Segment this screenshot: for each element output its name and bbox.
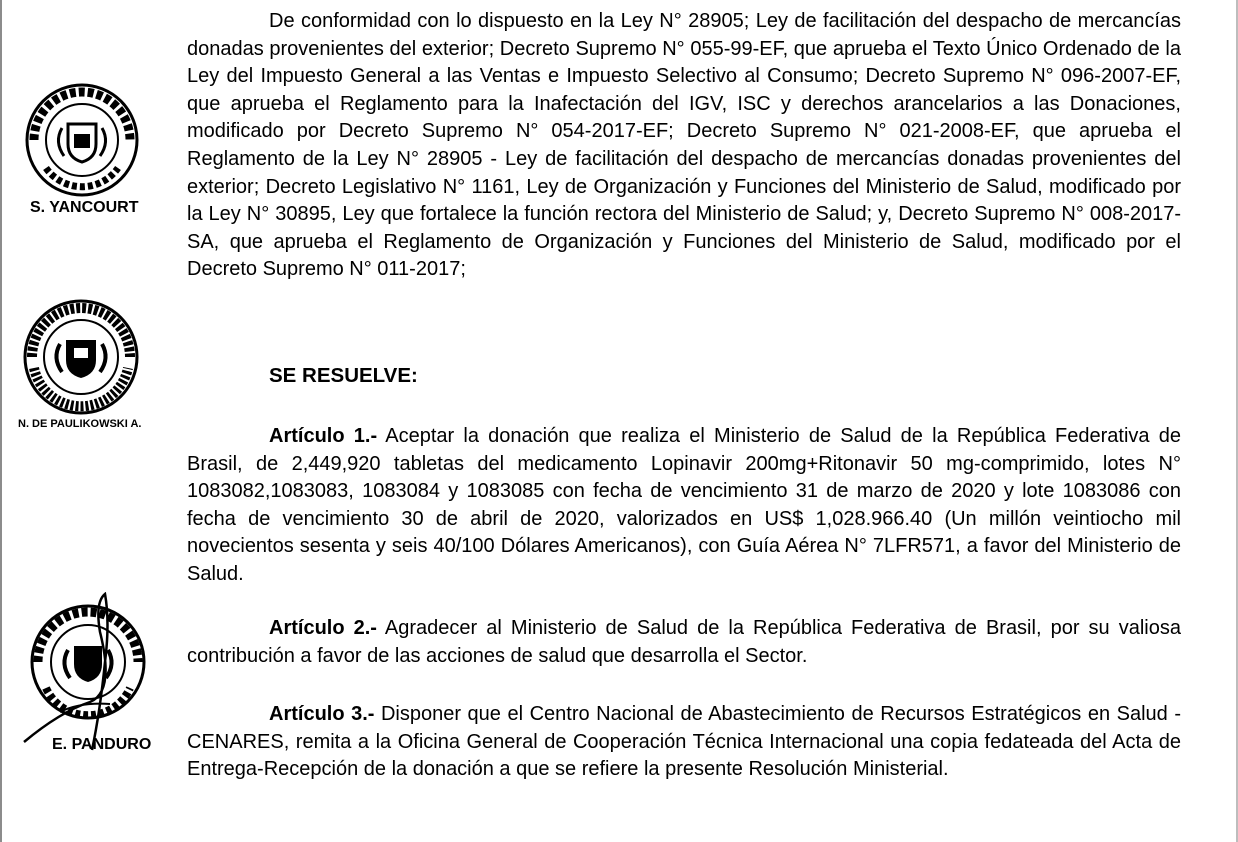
stamp-name-panduro: E. PANDURO <box>52 736 152 753</box>
article-3 <box>187 701 1181 784</box>
resolution-heading: SE RESUELVE: <box>269 364 418 387</box>
stamp-name-paulikowski: N. DE PAULIKOWSKI A. <box>18 418 142 430</box>
article-2 <box>187 615 1181 670</box>
preamble-paragraph: De conformidad con lo dispuesto en la Ley N° 28905; Ley de facilitación del despacho de mercancías donadas provenientes del exterior; Decreto Supremo N° 055-99-EF, que aprueba el Texto Único Ordenado de la Ley del Impuesto General a las Ventas e Impuesto Selectivo al Consumo; Decreto Supremo N° 096-2007-EF, que aprueba el Reglamento para la Inafectación del IGV, ISC y derechos arancelarios a las Donaciones, modificado por Decreto Supremo N° 054-2017-EF; Decreto Supremo N° 021-2008-EF, que aprueba el Reglamento de la Ley N° 28905 - Ley de facilitación del despacho de mercancías donadas provenientes del exterior; Decreto Legislativo N° 1161, Ley de Organización y Funciones del Ministerio de Salud, modificado por la Ley N° 30895, Ley que fortalece la función rectora del Ministerio de Salud; y, Decreto Supremo N° 008-2017-SA, que aprueba el Reglamento de Organización y Funciones del Ministerio de Salud, modificado por el Decreto Supremo N° 011-2017; <box>187 10 1181 281</box>
article-2-label: Artículo 2.- <box>269 617 377 639</box>
seal-stamp-asesoria-juridica <box>24 82 140 198</box>
article-1 <box>187 423 1181 589</box>
page-edge-left <box>0 0 2 842</box>
article-2-text: Agradecer al Ministerio de Salud de la República Federativa de Brasil, por su valiosa contribución a favor de las acciones de salud que desarrolla el Sector. <box>187 617 1181 667</box>
article-3-text: Disponer que el Centro Nacional de Abastecimiento de Recursos Estratégicos en Salud - CENARES, remita a la Oficina General de Cooperación Técnica Internacional una copia fedateada del Acta de Entrega-Recepción de la donación a que se refiere la presente Resolución Ministerial. <box>187 703 1181 781</box>
article-1-label: Artículo 1.- <box>269 425 378 447</box>
stamp-name-yancourt: S. YANCOURT <box>30 199 139 216</box>
article-1-text: Aceptar la donación que realiza el Ministerio de Salud de la República Federativa de Brasil, de 2,449,920 tabletas del medicamento Lopinavir 200mg+Ritonavir 50 mg-comprimido, lotes N° 1083082,1083083, 1083084 y 1083085 con fecha de vencimiento 31 de marzo de 2020 y lote 1083086 con fecha de vencimiento 30 de abril de 2020, valorizados en US$ 1,028.966.40 (Un millón veintiocho mil novecientos sesenta y seis 40/100 Dólares Americanos), con Guía Aérea N° 7LFR571, a favor del Ministerio de Salud. <box>187 425 1182 585</box>
article-3-label: Artículo 3.- <box>269 703 375 725</box>
seal-stamp-cooperacion-tecnica <box>22 298 140 416</box>
